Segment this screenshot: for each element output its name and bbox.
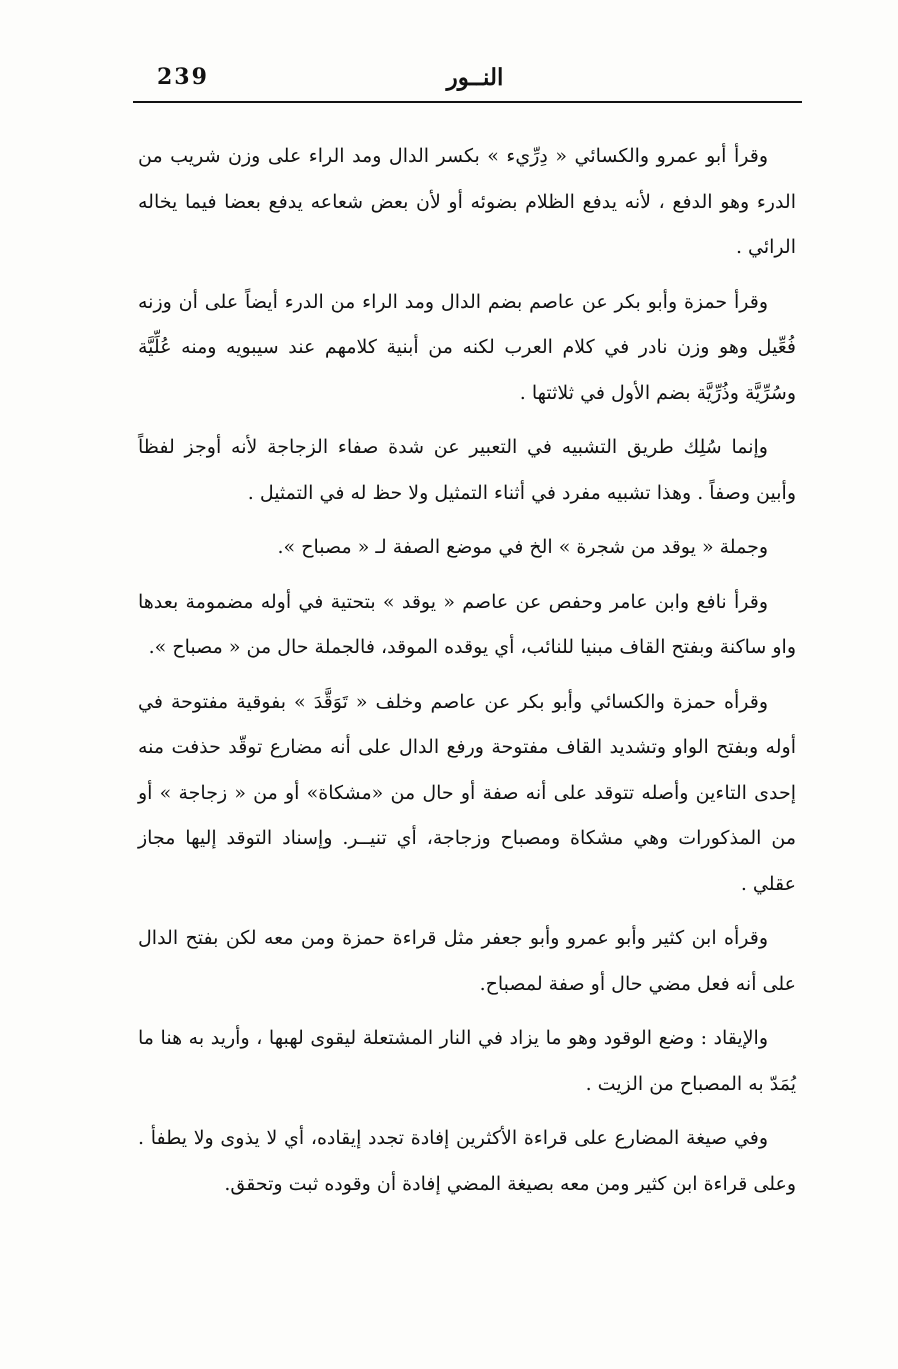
paragraph: وقرأ حمزة وأبو بكر عن عاصم بضم الدال ومد الراء من الدرء أيضاً على أن وزنه فُعِّيل وهو وزن نادر في كلام العرب لكنه من أبنية كلامهم عند سيبويه ومنه عُلِّيَّة وسُرِّيَّة وذُرِّيَّة بضم الأول في ثلاثتها . [138,290,796,404]
paragraph: وقرأ نافع وابن عامر وحفص عن عاصم « يوقد » بتحتية في أوله مضمومة بعدها واو ساكنة وبفتح القاف مبنيا للنائب، أي يوقده الموقد، فالجملة حال من « مصباح ». [138,590,796,658]
paragraph: وإنما سُلِك طريق التشبيه في التعبير عن شدة صفاء الزجاجة لأنه أوجز لفظاً وأبين وصفاً . وهذا تشبيه مفرد في أثناء التمثيل ولا حظ له في التمثيل . [138,436,796,504]
header-rule [133,101,802,103]
paragraph: وقرأه ابن كثير وأبو عمرو وأبو جعفر مثل قراءة حمزة ومن معه لكن بفتح الدال على أنه فعل مضي حال أو صفة لمصباح. [138,927,796,995]
paragraph: وجملة « يوقد من شجرة » الخ في موضع الصفة لـ « مصباح ». [277,536,768,558]
paragraph: وقرأ أبو عمرو والكسائي « دِرِّيء » بكسر الدال ومد الراء على وزن شريب من الدرء وهو الدفع ، لأنه يدفع الظلام بضوئه أو لأن بعض شعاعه يدفع بعضا فيما يخاله الرائي . [138,145,796,258]
body-text [138,134,796,1216]
page-number: 239 [157,64,209,90]
page-header [135,58,801,98]
paragraph: والإيقاد : وضع الوقود وهو ما يزاد في النار المشتعلة ليقوى لهبها ، وأريد به هنا ما يُمَدّ به المصباح من الزيت . [138,1027,796,1095]
paragraph: وفي صيغة المضارع على قراءة الأكثرين إفادة تجدد إيقاده، أي لا يذوى ولا يطفأ . وعلى قراءة ابن كثير ومن معه بصيغة المضي إفادة أن وقوده ثبت وتحقق. [138,1127,796,1195]
paragraph: وقرأه حمزة والكسائي وأبو بكر عن عاصم وخلف « تَوَقَّدَ » بفوقية مفتوحة في أوله وبفتح الواو وتشديد القاف مفتوحة ورفع الدال على أنه مضارع توقّد حذفت منه إحدى التاءين وأصله تتوقد على أنه صفة أو حال من «مشكاة» أو من « زجاجة » أو من المذكورات وهي مشكاة ومصباح وزجاجة، أي تنيــر. وإسناد التوقد إليها مجاز عقلي . [138,690,796,895]
running-title: النــور [446,64,504,91]
